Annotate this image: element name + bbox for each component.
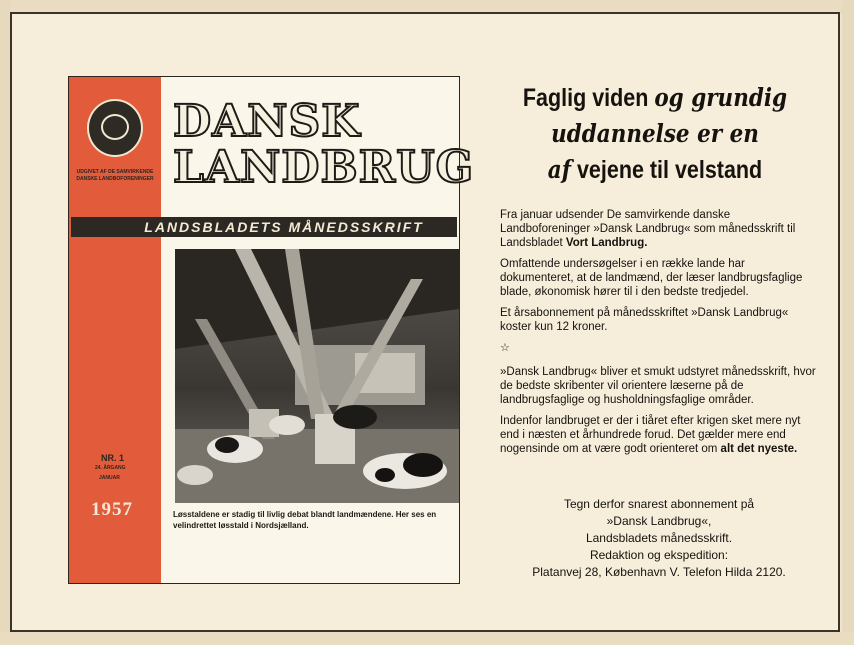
advertisement-frame [10,12,840,632]
cover-issue-volume: 24. ÅRGANG [95,465,126,471]
order-line-3: Landsbladets månedsskrift. [585,531,733,545]
magazine-cover [68,76,475,584]
headline-line-3-script: af [547,155,571,184]
star-icon: ☆ [500,342,510,354]
cover-photo-barn [175,249,459,503]
cover-issue-number: NR. 1 [101,453,125,463]
headline-line-1-script: og grundig [654,83,788,112]
barn-photo-illustration [175,249,459,503]
subscription-order-block [490,496,828,581]
association-seal-icon [87,99,143,157]
order-line-5: Platanvej 28, København V. Telefon Hilda 2120. [532,565,786,579]
cover-masthead [173,96,475,193]
headline-line-3-bold: vejene til velstand [576,156,763,184]
body-p5-text: Indenfor landbruget er der i tiåret efter krigen sket mere nyt end i næsten et århundrede forud. Det gælder mere end nogensinde om at være godt orienteret om [500,415,801,455]
cover-issue-month: JANUAR [99,475,120,481]
ad-body-text [500,208,818,463]
body-p5-bold: alt det nyeste. [720,443,798,455]
body-p1-bold: Vort Landbrug. [565,237,648,249]
masthead-line-1: DANSK [173,96,361,147]
headline-line-3 [513,152,797,188]
order-line-1: Tegn derfor snarest abonnement på [563,497,755,511]
cover-red-band [69,77,161,583]
headline-line-1 [513,80,797,116]
cover-subtitle-bar: LANDSBLADETS MÅNEDSSKRIFT [71,217,457,237]
ad-headline [513,80,797,188]
masthead-line-2: LANDBRUG [173,142,475,193]
adjacent-page-bleed-bottom [0,632,854,645]
order-line-4: Redaktion og ekspedition: [589,548,729,562]
body-p1-text: Fra januar udsender De samvirkende danske Landboforeninger »Dansk Landbrug« som månedsskrift til Landsbladet [500,209,796,249]
adjacent-page-bleed-left [0,0,10,645]
headline-line-1-bold: Faglig viden [522,84,649,112]
adjacent-page-bleed-right [842,0,854,645]
body-paragraph-1 [500,208,818,250]
cover-photo-caption: Løsstaldene er stadig til livlig debat blandt landmændene. Her ses en velindrettet løsstald i Nordsjælland. [173,510,437,530]
order-line-2: »Dansk Landbrug«, [606,514,712,528]
body-paragraph-3: Et årsabonnement på månedsskriftet »Dansk Landbrug« koster kun 12 kroner. [500,307,789,333]
body-paragraph-4: »Dansk Landbrug« bliver et smukt udstyret månedsskrift, hvor de bedste skribenter vil orientere læserne på de landbrugsfaglige og husholdningsfaglige områder. [500,366,816,406]
body-paragraph-2: Omfattende undersøgelser i en række lande har dokumenteret, at de landmænd, der læser landbrugsfaglige blade, økonomisk hører til i den bedste tredjedel. [500,258,803,298]
headline-line-2: uddannelse er en [551,119,759,148]
cover-year: 1957 [91,499,133,520]
cover-publisher: UDGIVET AF DE SAMVIRKENDE DANSKE LANDBOFORENINGER [76,169,154,182]
body-paragraph-5 [500,414,818,456]
